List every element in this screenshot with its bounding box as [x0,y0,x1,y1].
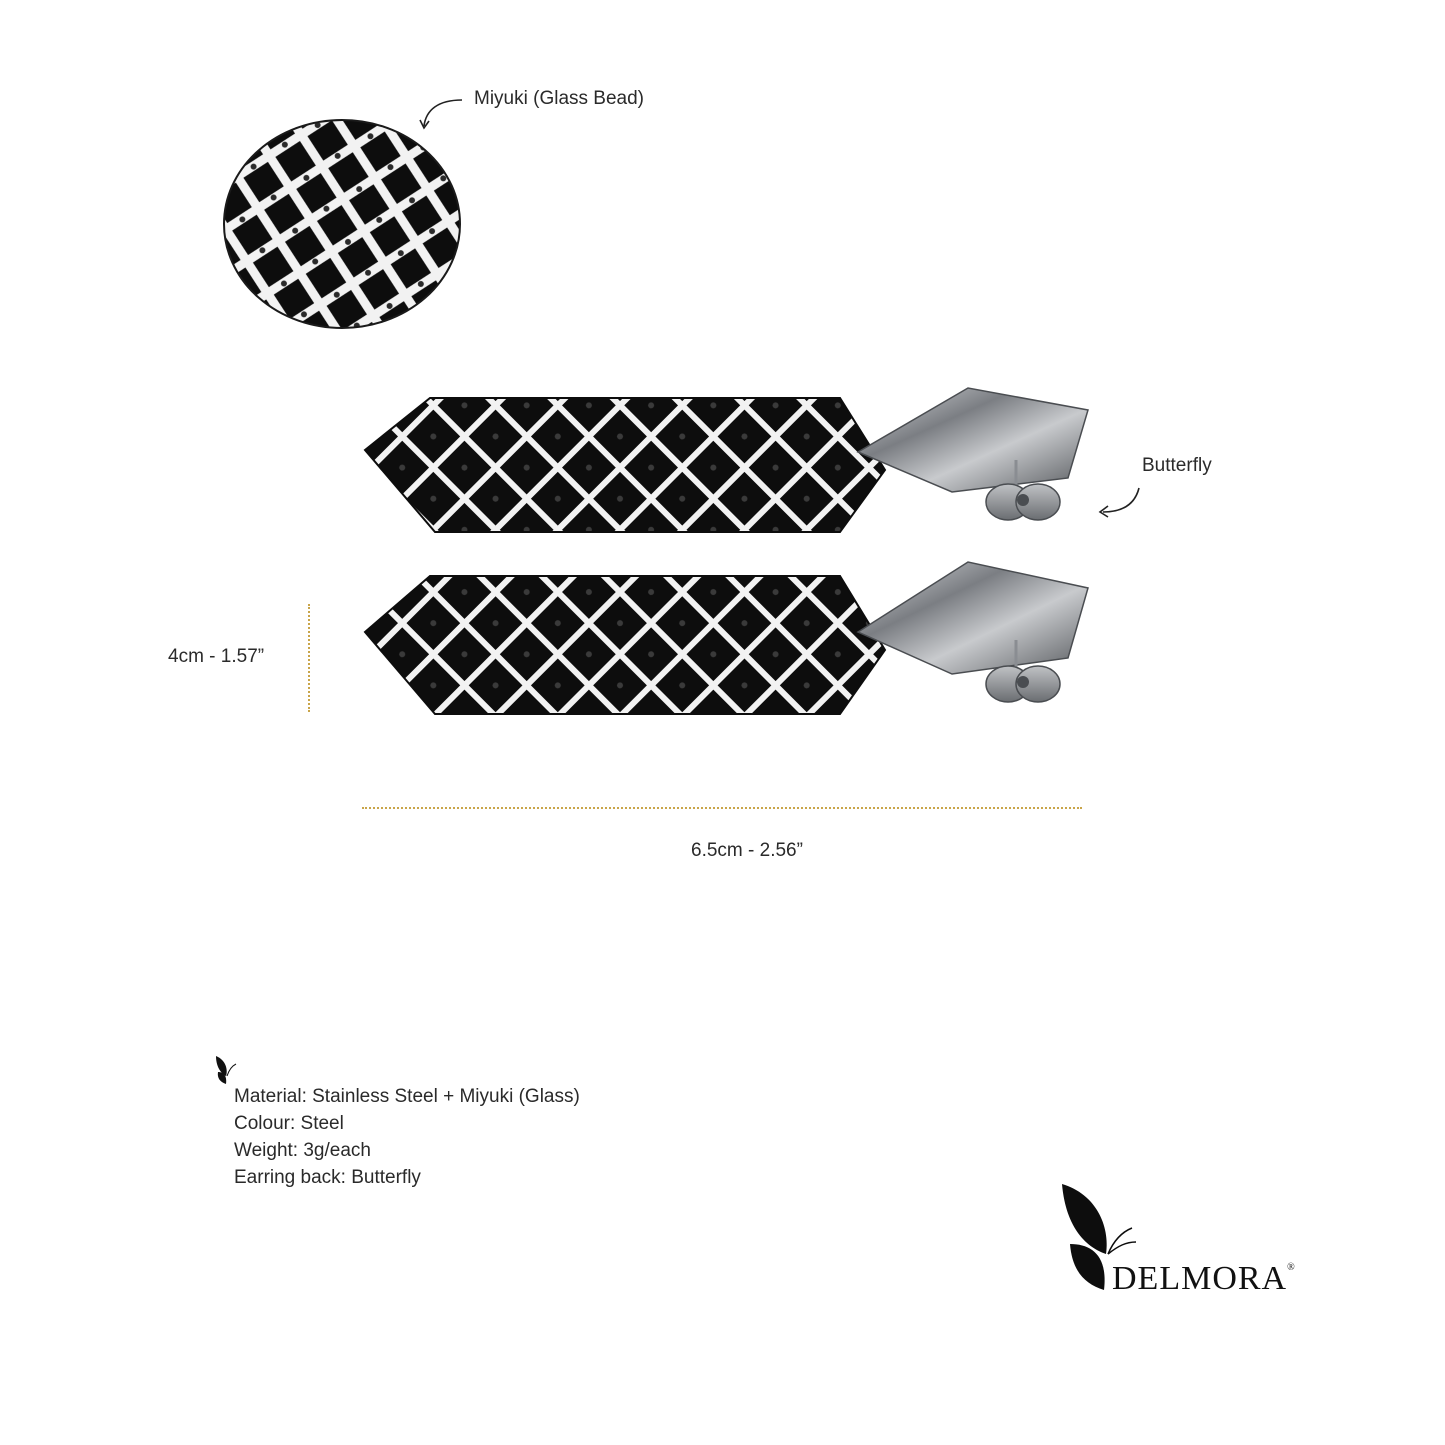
butterfly-back-bottom [986,666,1060,702]
width-dimension-label: 6.5cm - 2.56” [691,840,803,861]
height-dimension-label: 4cm - 1.57” [168,646,265,667]
earring-top [365,388,1088,532]
brand-name [1112,1260,1296,1298]
earring-bottom [365,562,1088,714]
spec-colour: Colour: Steel [234,1113,344,1134]
curved-arrow-icon [418,92,468,137]
spec-weight: Weight: 3g/each [234,1140,371,1161]
product-specs [234,1083,580,1191]
butterfly-callout-label: Butterfly [1142,455,1212,476]
steel-plate-top [858,388,1088,492]
curved-arrow-icon [1095,484,1145,525]
bead-callout-label: Miyuki (Glass Bead) [474,88,644,109]
bead-closeup [222,118,462,330]
height-dimension-line [308,604,310,712]
butterfly-back-top [986,484,1060,520]
beaded-panel-bottom [365,576,885,714]
spec-earring-back: Earring back: Butterfly [234,1167,421,1188]
beaded-panel-top [365,398,885,532]
steel-plate-bottom [858,562,1088,674]
brand-wordmark: DELMORA [1112,1260,1288,1297]
earrings-illustration [340,370,1120,870]
width-dimension-line [362,807,1082,809]
spec-material: Material: Stainless Steel + Miyuki (Glass) [234,1086,580,1107]
registered-mark: ® [1287,1262,1296,1273]
